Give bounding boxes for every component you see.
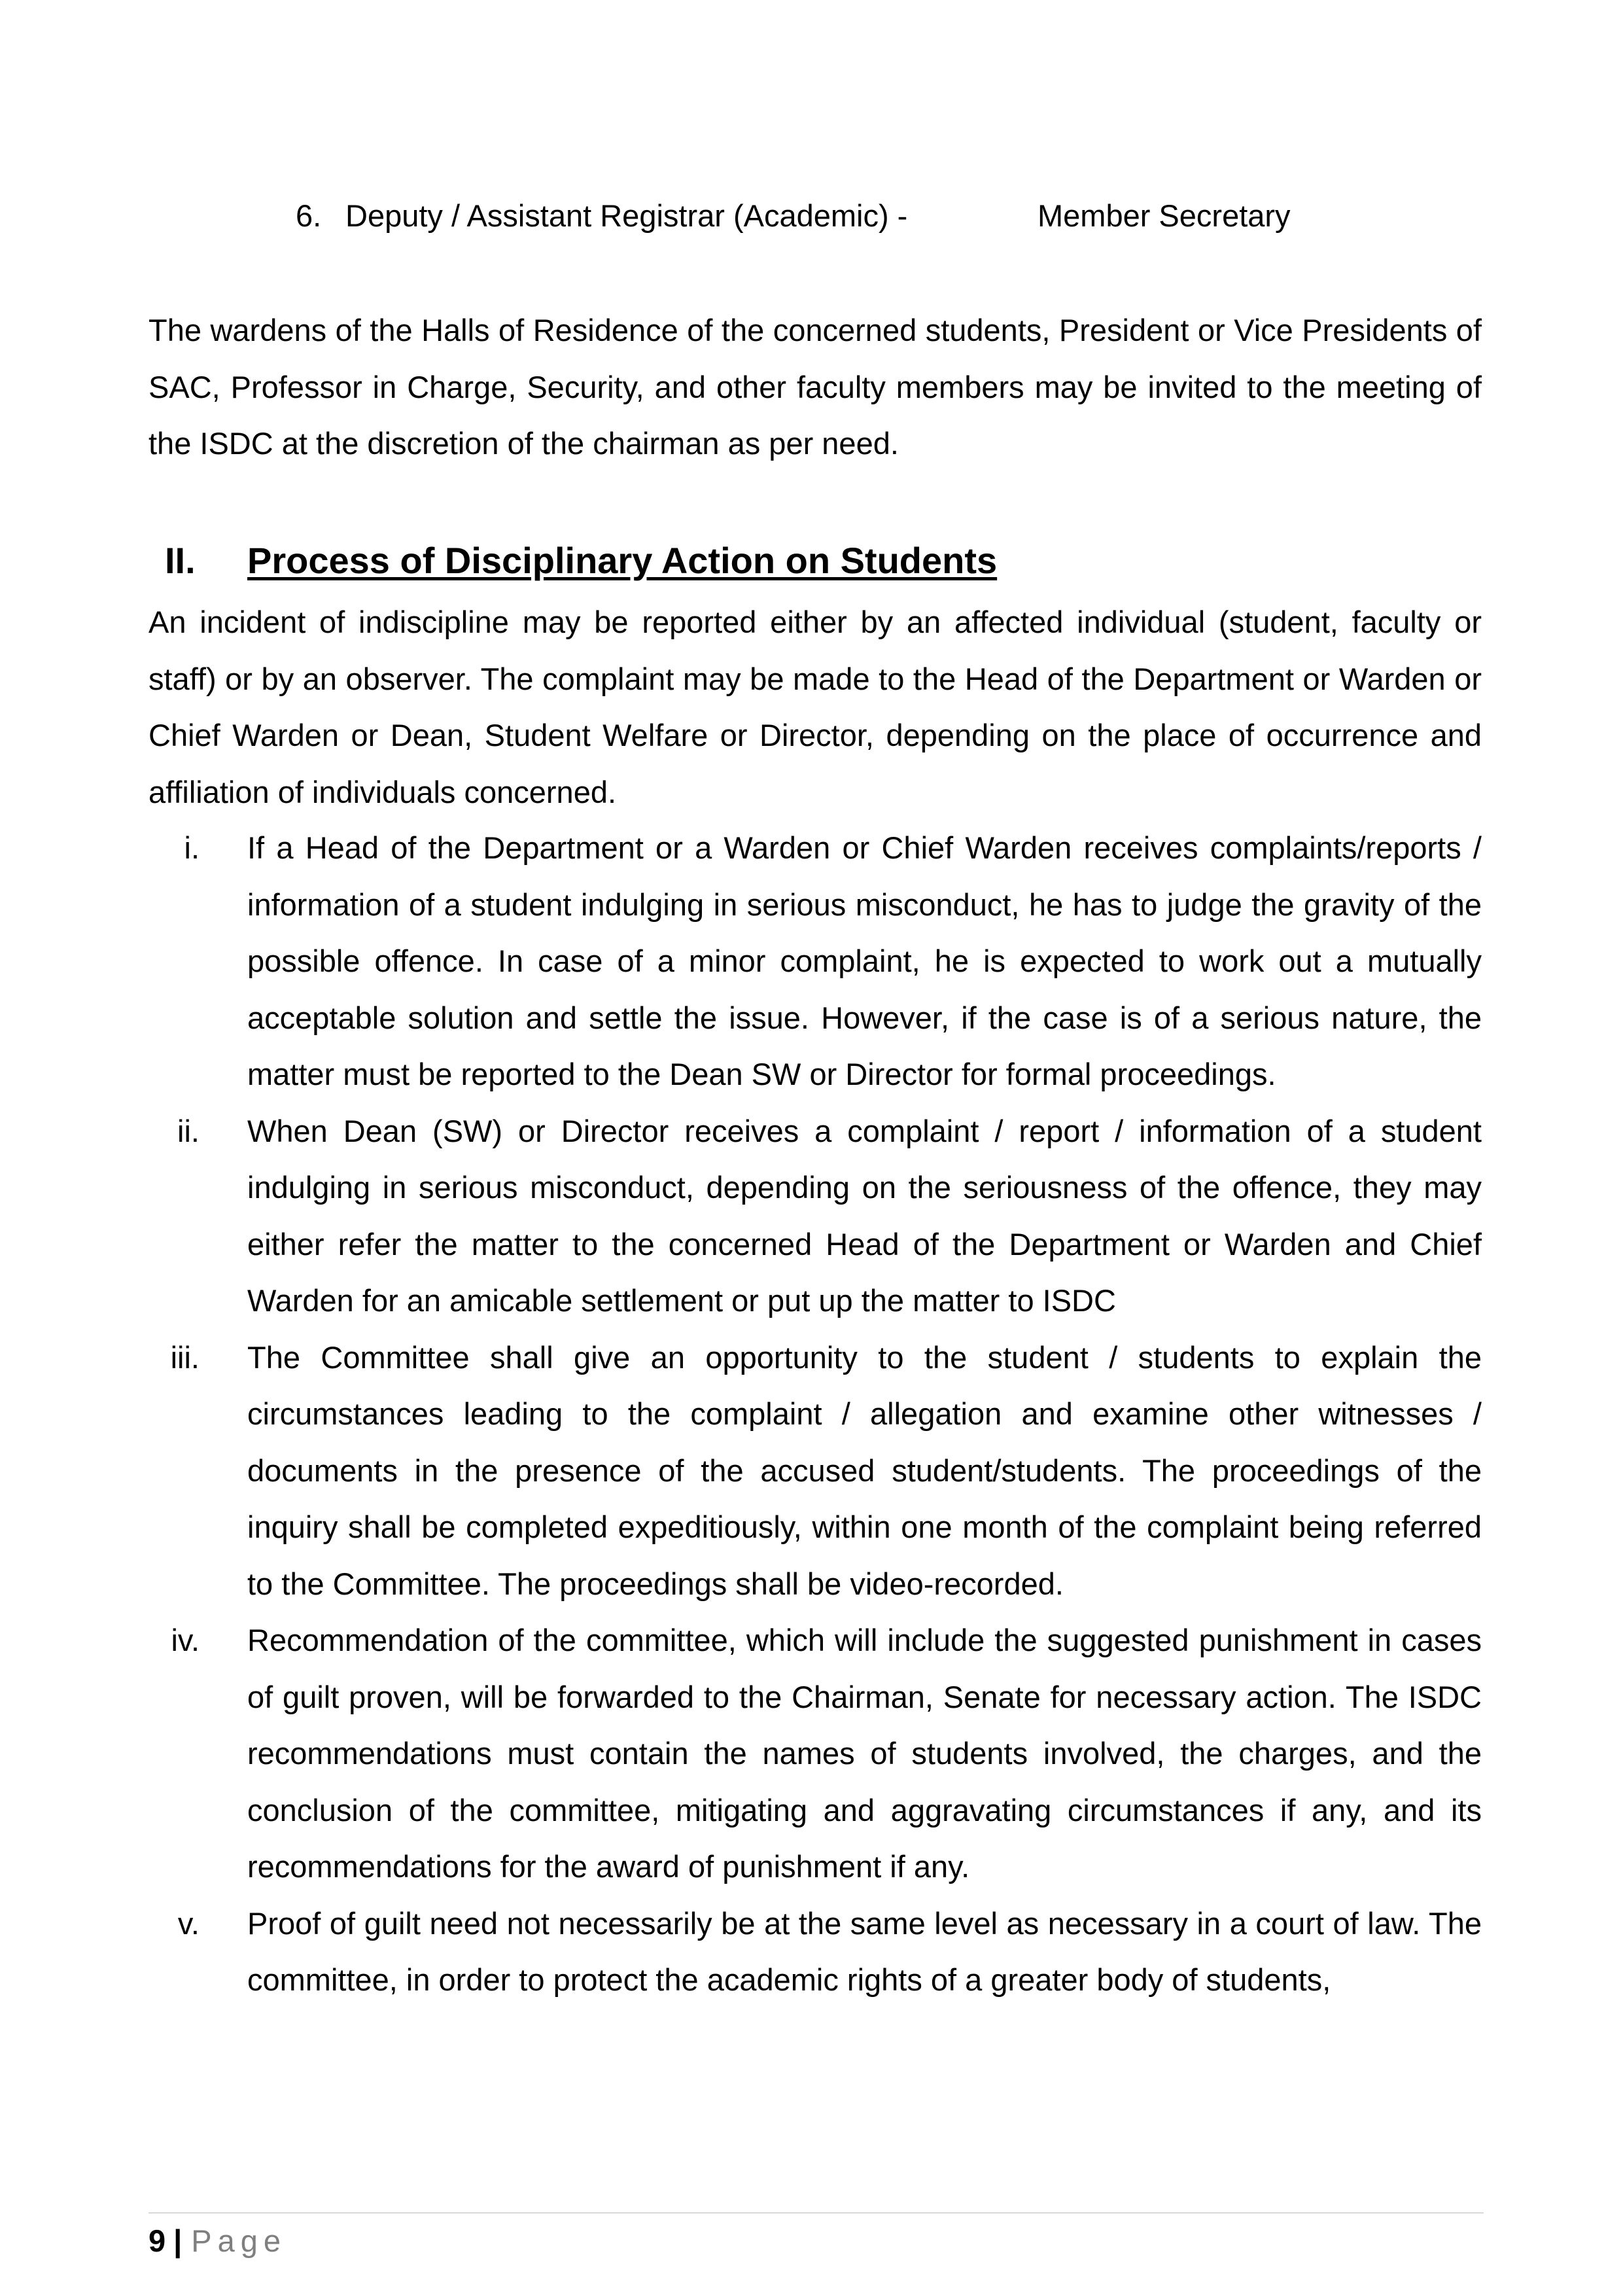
list-item-number: iii. bbox=[170, 1339, 200, 1375]
list-item bbox=[0, 1330, 1623, 1613]
page-number: 9 bbox=[148, 2223, 166, 2258]
member-number: 6. bbox=[296, 198, 322, 233]
committee-member-line bbox=[0, 196, 1623, 236]
intro-paragraph: The wardens of the Halls of Residence of the concerned students, President or Vice Presidents of SAC, Professor in Charge, Security, and other faculty members may be invited to the meeting of the ISDC at the discretion of the chairman as per need. bbox=[148, 313, 1482, 461]
list-item-text: When Dean (SW) or Director receives a complaint / report / information of a student indulging in serious misconduct, depending on the seriousness of the offence, they may either refer the matter to the concerned Head of the Department or Warden and Chief Warden for an amicable settlement or put up the matter to ISDC bbox=[247, 1113, 1482, 1318]
section-title: Process of Disciplinary Action on Students bbox=[247, 540, 998, 581]
list-item-text: The Committee shall give an opportunity to the student / students to explain the circumstances leading to the complaint / allegation and examine other witnesses / documents in the presence of the accused student/students. The proceedings of the inquiry shall be completed expeditiously, within one month of the complaint being referred to the Committee. The proceedings shall be video-recorded. bbox=[247, 1339, 1482, 1601]
page-footer bbox=[148, 2218, 287, 2264]
section-heading bbox=[0, 531, 1623, 590]
section-number: II. bbox=[165, 540, 196, 581]
list-item bbox=[0, 1612, 1623, 1896]
list-item bbox=[0, 820, 1623, 1103]
section-intro-paragraph: An incident of indiscipline may be reported either by an affected individual (student, faculty or staff) or by an observer. The complaint may be made to the Head of the Department or Warden or Chief Warden or Dean, Student Welfare or Director, depending on the place of occurrence and affiliation of individuals concerned. bbox=[148, 605, 1482, 809]
list-item bbox=[0, 1103, 1623, 1330]
list-item-text: If a Head of the Department or a Warden or Chief Warden receives complaints/reports / information of a student indulging in serious misconduct, he has to judge the gravity of the possible offence. In case of a minor complaint, he is expected to work out a mutually acceptable solution and settle the issue. However, if the case is of a serious nature, the matter must be reported to the Dean SW or Director for formal proceedings. bbox=[247, 830, 1482, 1091]
list-item-number: i. bbox=[184, 830, 200, 865]
footer-separator: | bbox=[173, 2223, 183, 2258]
process-list bbox=[0, 820, 1623, 2009]
member-role: Deputy / Assistant Registrar (Academic) - bbox=[345, 198, 908, 233]
member-title: Member Secretary bbox=[1038, 198, 1291, 233]
page-label: Page bbox=[191, 2223, 287, 2258]
footer-divider bbox=[148, 2212, 1484, 2214]
list-item bbox=[0, 1896, 1623, 2009]
list-item-text: Recommendation of the committee, which will include the suggested punishment in cases of guilt proven, will be forwarded to the Chairman, Senate for necessary action. The ISDC recommendations must contain the names of students involved, the charges, and the conclusion of the committee, mitigating and aggravating circumstances if any, and its recommendations for the award of punishment if any. bbox=[247, 1623, 1482, 1884]
list-item-number: iv. bbox=[171, 1623, 200, 1657]
list-item-number: v. bbox=[177, 1905, 200, 1941]
list-item-text: Proof of guilt need not necessarily be at the same level as necessary in a court of law. The committee, in order to protect the academic rights of a greater body of students, bbox=[247, 1905, 1482, 1997]
list-item-number: ii. bbox=[177, 1113, 200, 1148]
